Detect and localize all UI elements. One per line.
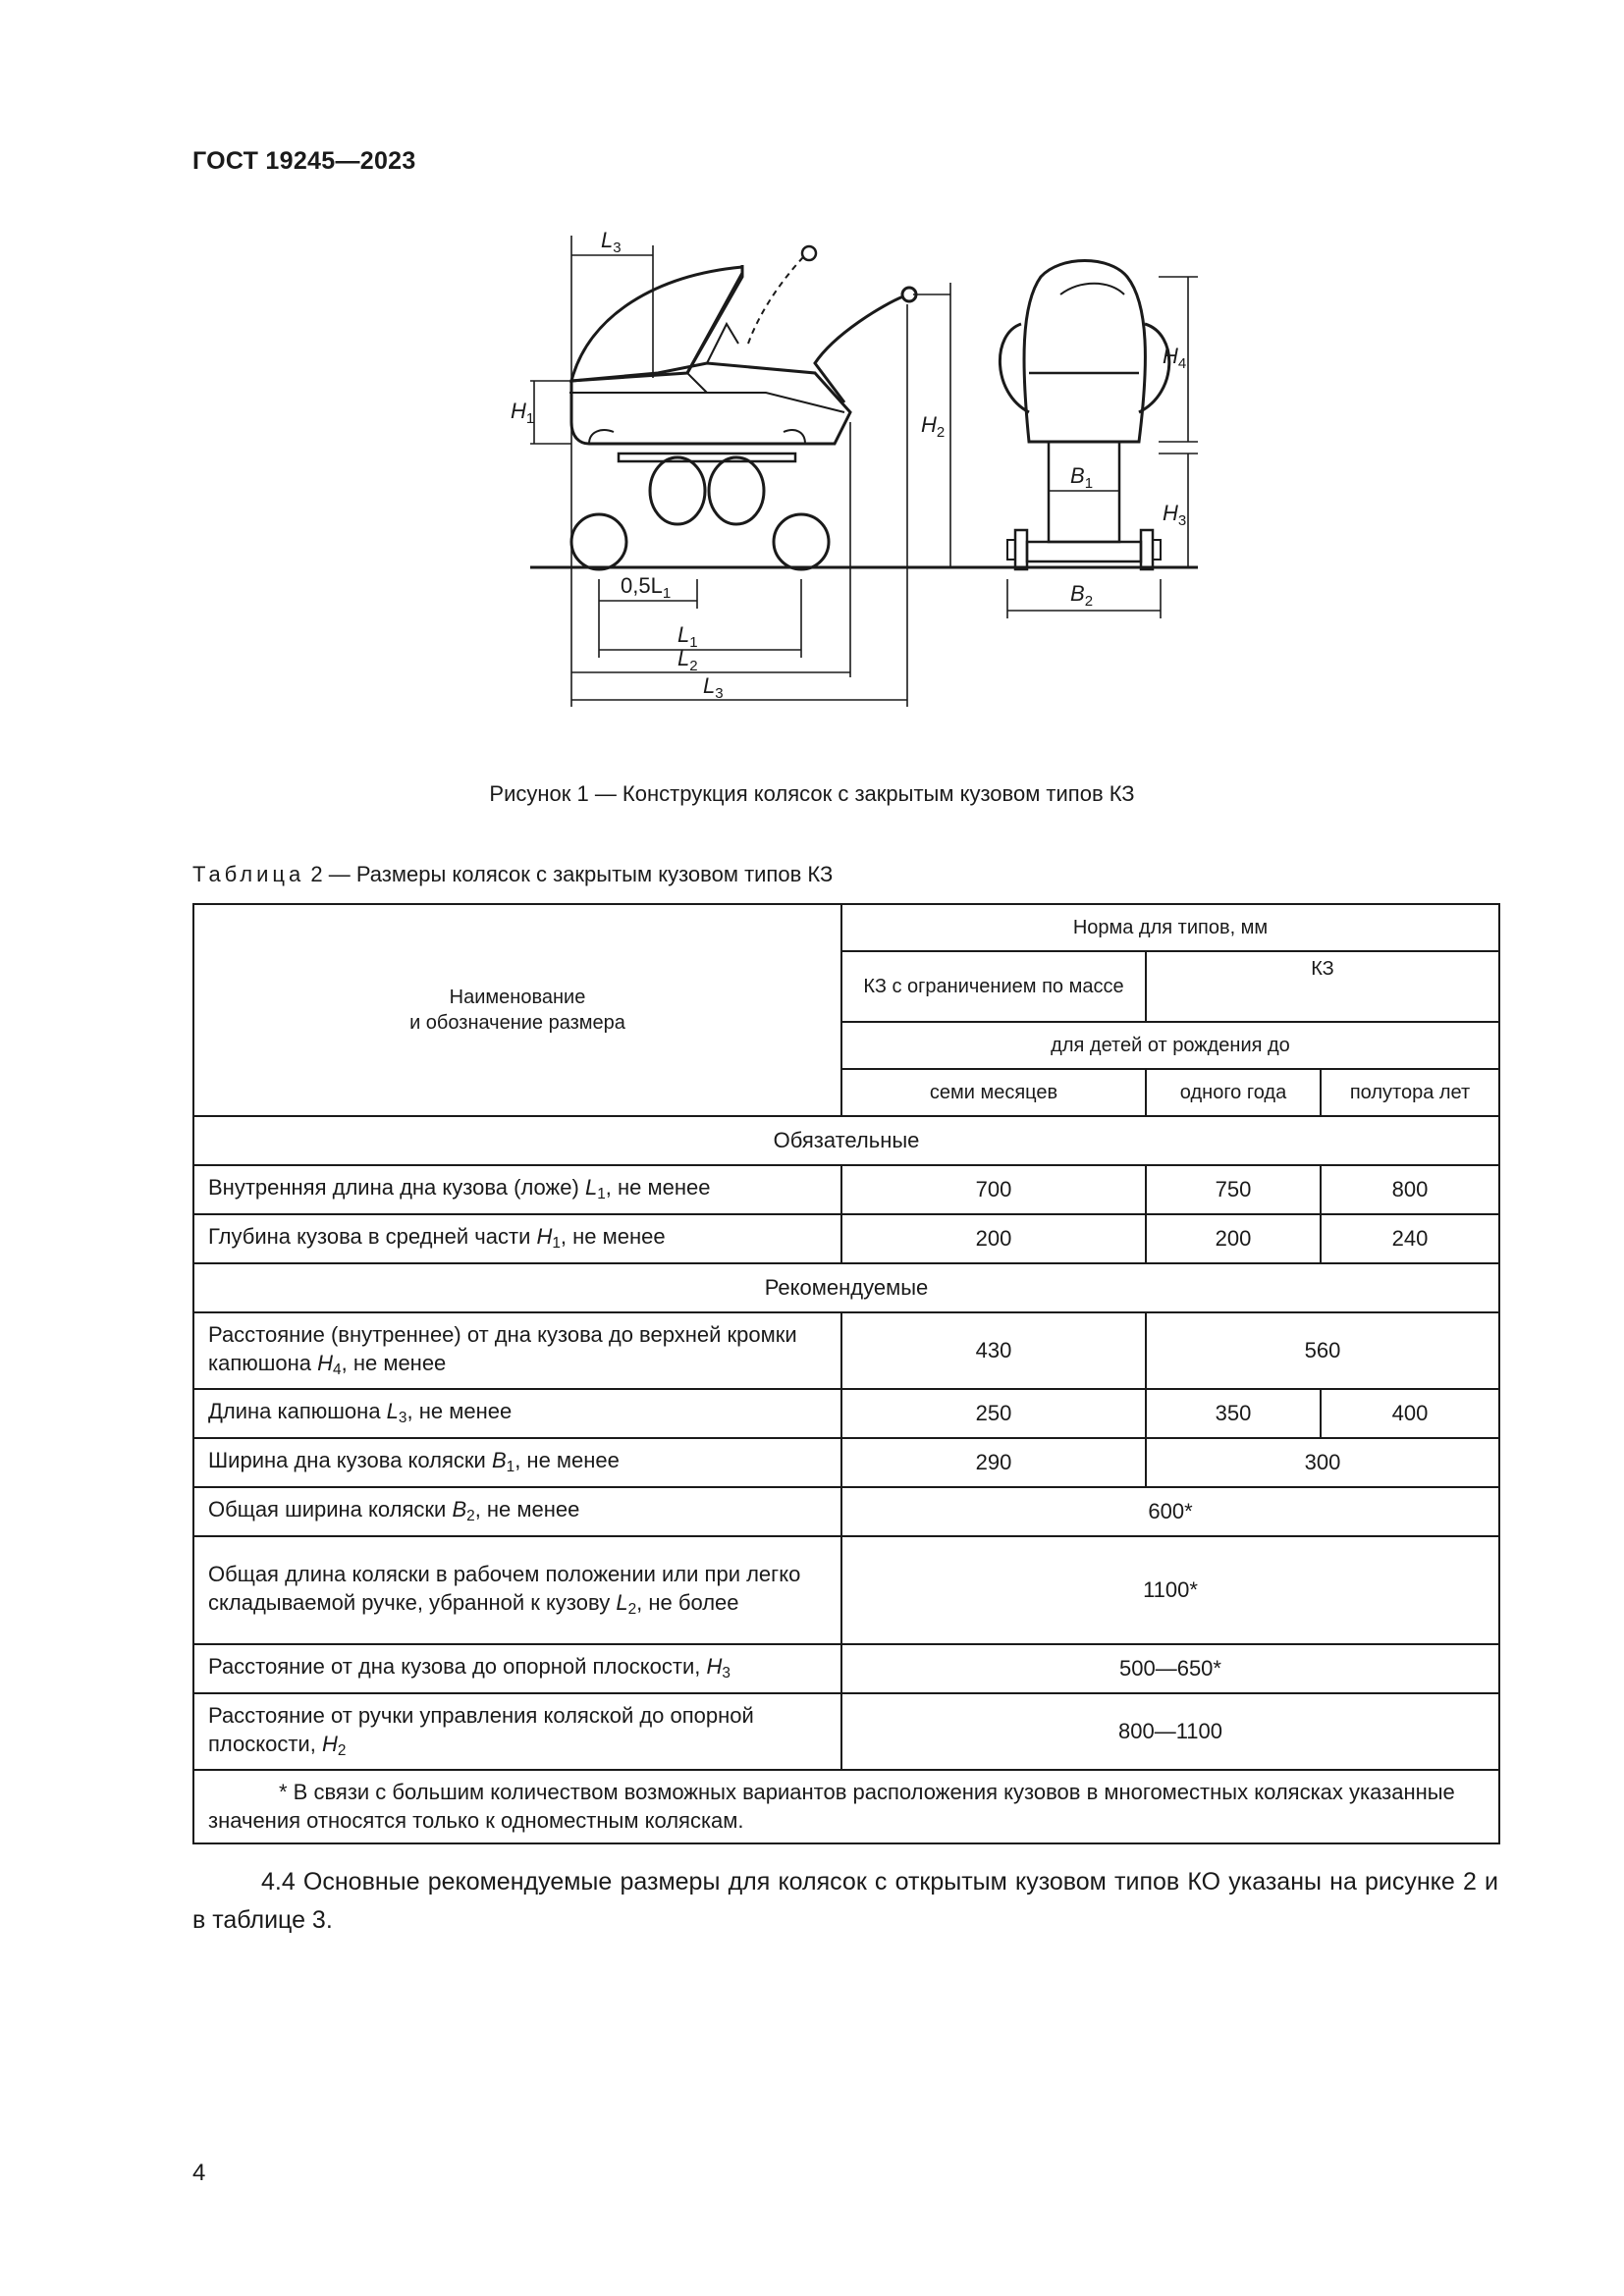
label-h4: $H_4$	[1163, 344, 1187, 372]
table-row	[193, 1487, 1499, 1536]
table-title-prefix: Таблица	[192, 862, 305, 886]
label-l1: $L_1$	[677, 622, 698, 651]
value-cell: 500—650*	[841, 1644, 1499, 1693]
header-name-line1: Наименование	[449, 987, 586, 1008]
document-header: ГОСТ 19245—2023	[192, 147, 416, 175]
table-row	[193, 1438, 1499, 1487]
paragraph-4-4: 4.4 Основные рекомендуемые размеры для колясок с открытым кузовом типов КО указаны на рисунке 2 и в таблице 3.	[192, 1868, 1498, 1934]
row-label: Глубина кузова в средней части $H_1$, не менее	[193, 1214, 841, 1263]
table-row	[193, 1693, 1499, 1770]
header-type-kz: КЗ	[1146, 951, 1499, 1022]
value-cell: 600*	[841, 1487, 1499, 1536]
value-cell: 200	[1146, 1214, 1321, 1263]
section-mandatory: Обязательные	[193, 1116, 1499, 1165]
row-label: Расстояние (внутреннее) от дна кузова до верхней кромки капюшона $H_4$, не менее	[193, 1312, 841, 1389]
table-title-rest: 2 — Размеры колясок с закрытым кузовом типов КЗ	[304, 862, 834, 886]
page-number: 4	[192, 2160, 206, 2186]
label-l3-top: $L_3$	[601, 228, 622, 256]
table-row	[193, 1389, 1499, 1438]
table-footnote: * В связи с большим количеством возможных вариантов расположения кузовов в многоместных колясках указанные значения относятся только к одноместным коляскам.	[193, 1770, 1499, 1843]
row-label: Ширина дна кузова коляски $B_1$, не менее	[193, 1438, 841, 1487]
header-name-line2: и обозначение размера	[409, 1012, 625, 1034]
header-age-from: для детей от рождения до	[841, 1022, 1499, 1069]
value-cell: 800—1100	[841, 1693, 1499, 1770]
rear-wheel	[571, 514, 626, 569]
row-label: Расстояние от дна кузова до опорной плоскости, $H_3$	[193, 1644, 841, 1693]
label-l2: $L_2$	[677, 646, 698, 674]
label-b1: $B_1$	[1070, 463, 1094, 492]
header-age-7m: семи месяцев	[841, 1069, 1146, 1116]
table-row	[193, 1165, 1499, 1214]
value-cell: 350	[1146, 1389, 1321, 1438]
header-norm: Норма для типов, мм	[841, 904, 1499, 951]
label-half-l1: $0,5L_1$	[621, 573, 672, 602]
row-label: Внутренняя длина дна кузова (ложе) $L_1$, не менее	[193, 1165, 841, 1214]
label-b2: $B_2$	[1070, 581, 1094, 610]
value-cell: 200	[841, 1214, 1146, 1263]
value-cell: 700	[841, 1165, 1146, 1214]
table-title	[192, 862, 833, 887]
table-row	[193, 1214, 1499, 1263]
header-age-15y: полутора лет	[1321, 1069, 1499, 1116]
row-label: Общая ширина коляски $B_2$, не менее	[193, 1487, 841, 1536]
value-cell: 750	[1146, 1165, 1321, 1214]
spring-right	[709, 457, 764, 524]
value-cell: 400	[1321, 1389, 1499, 1438]
front-body	[1024, 261, 1145, 443]
label-h1: $H_1$	[511, 399, 535, 427]
row-label: Общая длина коляски в рабочем положении или при легко складываемой ручке, убранной к кузову $L_2$, не более	[193, 1536, 841, 1644]
table-row	[193, 1536, 1499, 1644]
front-wheel	[774, 514, 829, 569]
label-l3: $L_3$	[703, 673, 724, 702]
dimensions-table	[192, 903, 1500, 1844]
value-cell: 430	[841, 1312, 1146, 1389]
row-label: Длина капюшона $L_3$, не менее	[193, 1389, 841, 1438]
value-cell: 290	[841, 1438, 1146, 1487]
table-row	[193, 1644, 1499, 1693]
label-h2: $H_2$	[921, 412, 946, 441]
figure-caption: Рисунок 1 — Конструкция колясок с закрытым кузовом типов КЗ	[489, 781, 1135, 806]
value-cell: 800	[1321, 1165, 1499, 1214]
stroller-drawing	[511, 226, 1198, 756]
header-name-column	[193, 904, 841, 1116]
value-cell: 300	[1146, 1438, 1499, 1487]
header-age-1y: одного года	[1146, 1069, 1321, 1116]
section-recommended: Рекомендуемые	[193, 1263, 1499, 1312]
stroller-figure	[511, 226, 1198, 756]
row-label: Расстояние от ручки управления коляской до опорной плоскости, $H_2$	[193, 1693, 841, 1770]
value-cell: 250	[841, 1389, 1146, 1438]
value-cell: 1100*	[841, 1536, 1499, 1644]
value-cell: 240	[1321, 1214, 1499, 1263]
header-type-limited: КЗ с ограничением по массе	[841, 951, 1146, 1022]
label-h3: $H_3$	[1163, 501, 1187, 529]
table-row	[193, 1312, 1499, 1389]
spring-left	[650, 457, 705, 524]
value-cell: 560	[1146, 1312, 1499, 1389]
